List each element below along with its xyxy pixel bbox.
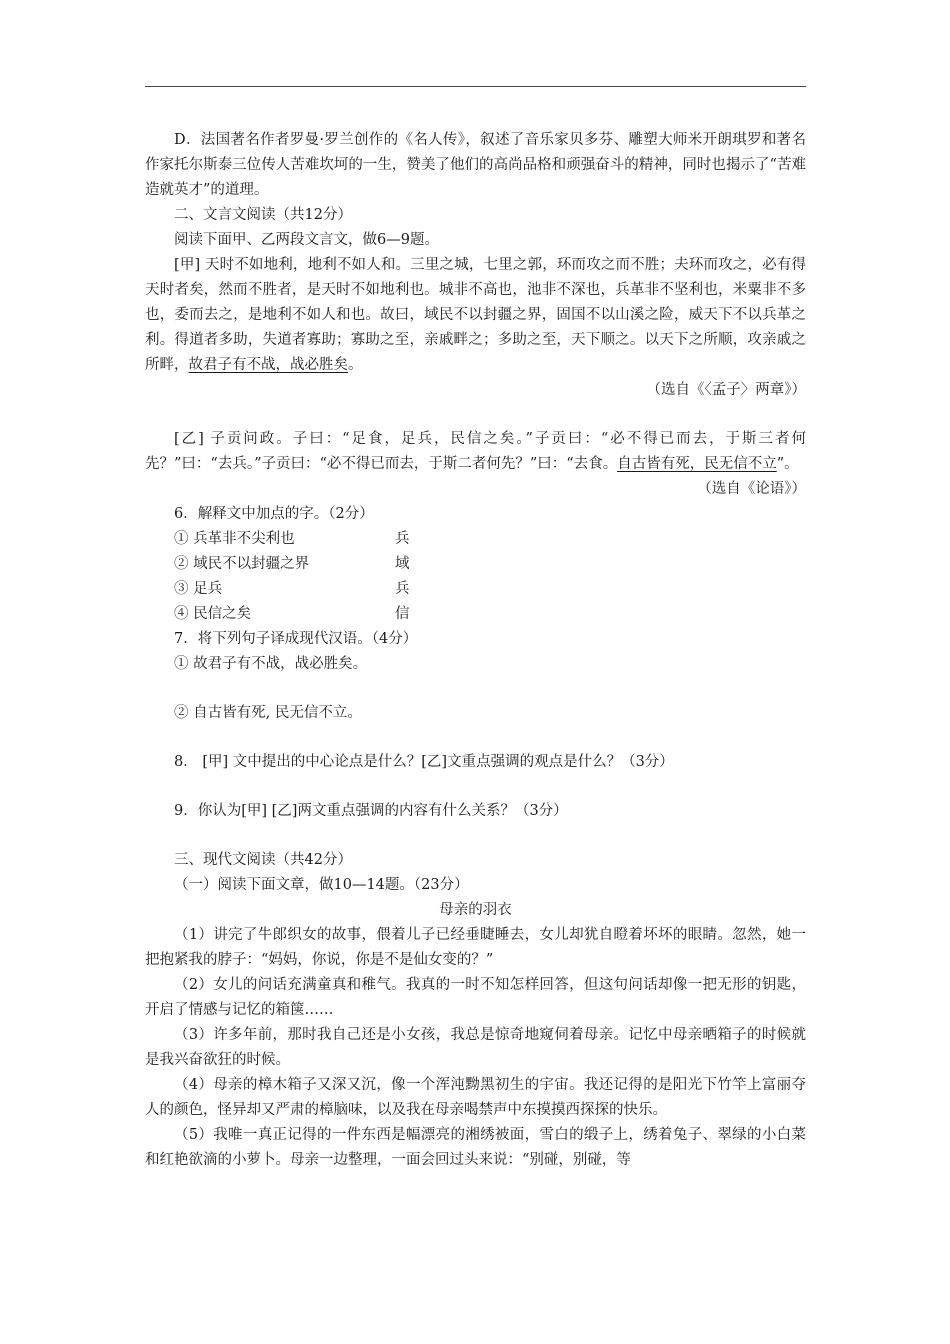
jia-source: （选自《〈孟子〉两章》）	[646, 382, 806, 398]
q6-char: 域	[395, 556, 410, 572]
q6-item	[145, 602, 806, 627]
q6-phrase: ③ 足兵	[174, 581, 223, 597]
q6-phrase: ④ 民信之矣	[174, 606, 252, 622]
exam-page	[145, 128, 806, 1173]
q6-phrase: ① 兵革非不尖利也	[174, 531, 295, 547]
yi-text: [乙] 子贡问政。子曰：“足食，足兵，民信之矣。”子贡曰：“必不得已而去，于斯三者何先？”曰：“去兵。”子贡曰：“必不得已而去，于斯二者何先？”曰：“去食。	[145, 431, 806, 472]
yi-end: ”。	[776, 456, 799, 472]
jia-underlined: 故君子有不战，战必胜矣	[188, 357, 348, 373]
header-rule	[145, 86, 806, 87]
q6-char: 信	[395, 606, 410, 622]
question-6: 6．解释文中加点的字。（2分）	[174, 506, 374, 522]
yi-underlined: 自古皆有死，民无信不立	[617, 456, 777, 472]
yi-passage	[145, 427, 806, 477]
section2-intro: 阅读下面甲、乙两段文言文，做6—9题。	[174, 232, 439, 248]
article-para: （1）讲完了牛郎织女的故事，偎着儿子已经垂睫睡去，女儿却犹自瞪着坏坏的眼睛。忽然，她一把抱紧我的脖子：“妈妈，你说，你是不是仙女变的？”	[145, 927, 806, 968]
section2-title: 二、文言文阅读（共12分）	[174, 207, 352, 223]
article-para: （3）许多年前，那时我自己还是小女孩，我总是惊奇地窥伺着母亲。记忆中母亲晒箱子的时候就是我兴奋欲狂的时候。	[145, 1027, 806, 1068]
question-9: 9．你认为[甲] [乙]两文重点强调的内容有什么关系？（3分）	[174, 803, 568, 819]
option-d: D．法国著名作者罗曼·罗兰创作的《名人传》，叙述了音乐家贝多芬、雕塑大师米开朗琪罗和著名作家托尔斯泰三位传人苦难坎坷的一生，赞美了他们的高尚品格和顽强奋斗的精神，同时也揭示了“苦难造就英才”的道理。	[145, 132, 806, 198]
q6-item	[145, 577, 806, 602]
question-8: 8． [甲] 文中提出的中心论点是什么？[乙]文重点强调的观点是什么？（3分）	[174, 754, 674, 770]
article-para: （5）我唯一真正记得的一件东西是幅漂亮的湘绣被面，雪白的缎子上，绣着兔子、翠绿的小白菜和红艳欲滴的小萝卜。母亲一边整理，一面会回过头来说：“别碰，别碰，等	[145, 1127, 806, 1168]
yi-source: （选自《论语》）	[697, 481, 806, 497]
section3-title: 三、现代文阅读（共42分）	[174, 852, 352, 868]
jia-end: 。	[348, 357, 363, 373]
article-title: 母亲的羽衣	[439, 902, 512, 918]
question-7: 7．将下列句子译成现代汉语。（4分）	[174, 631, 418, 647]
question-7-2: ② 自古皆有死, 民无信不立。	[174, 705, 362, 721]
q6-item	[145, 552, 806, 577]
q6-char: 兵	[395, 531, 410, 547]
question-7-1: ① 故君子有不战，战必胜矣。	[174, 656, 368, 672]
jia-passage	[145, 253, 806, 378]
jia-text: [甲] 天时不如地利，地利不如人和。三里之城，七里之郭，环而攻之而不胜；夫环而攻之，必有得天时者矣，然而不胜者，是天时不如地利也。城非不高也，池非不深也，兵革非不坚利也，米粟非不多也，委而去之，是地利不如人和也。故曰，域民不以封疆之界，固国不以山溪之险，威天下不以兵革之利。得道者多助，失道者寡助；寡助之至，亲戚畔之；多助之至，天下顺之。以天下之所顺，攻亲戚之所畔，	[145, 257, 806, 373]
article-para: （4）母亲的樟木箱子又深又沉，像一个浑沌黝黑初生的宇宙。我还记得的是阳光下竹竿上富丽夺人的颜色，怪异却又严肃的樟脑味，以及我在母亲喝禁声中东摸摸西探探的快乐。	[145, 1077, 806, 1118]
q6-phrase: ② 域民不以封疆之界	[174, 556, 310, 572]
section3-sub: （一）阅读下面文章，做10—14题。（23分）	[174, 877, 469, 893]
article-para: （2）女儿的问话充满童真和稚气。我真的一时不知怎样回答，但这句问话却像一把无形的钥匙，开启了情感与记忆的箱箧……	[145, 977, 806, 1018]
q6-char: 兵	[395, 581, 410, 597]
q6-item	[145, 527, 806, 552]
